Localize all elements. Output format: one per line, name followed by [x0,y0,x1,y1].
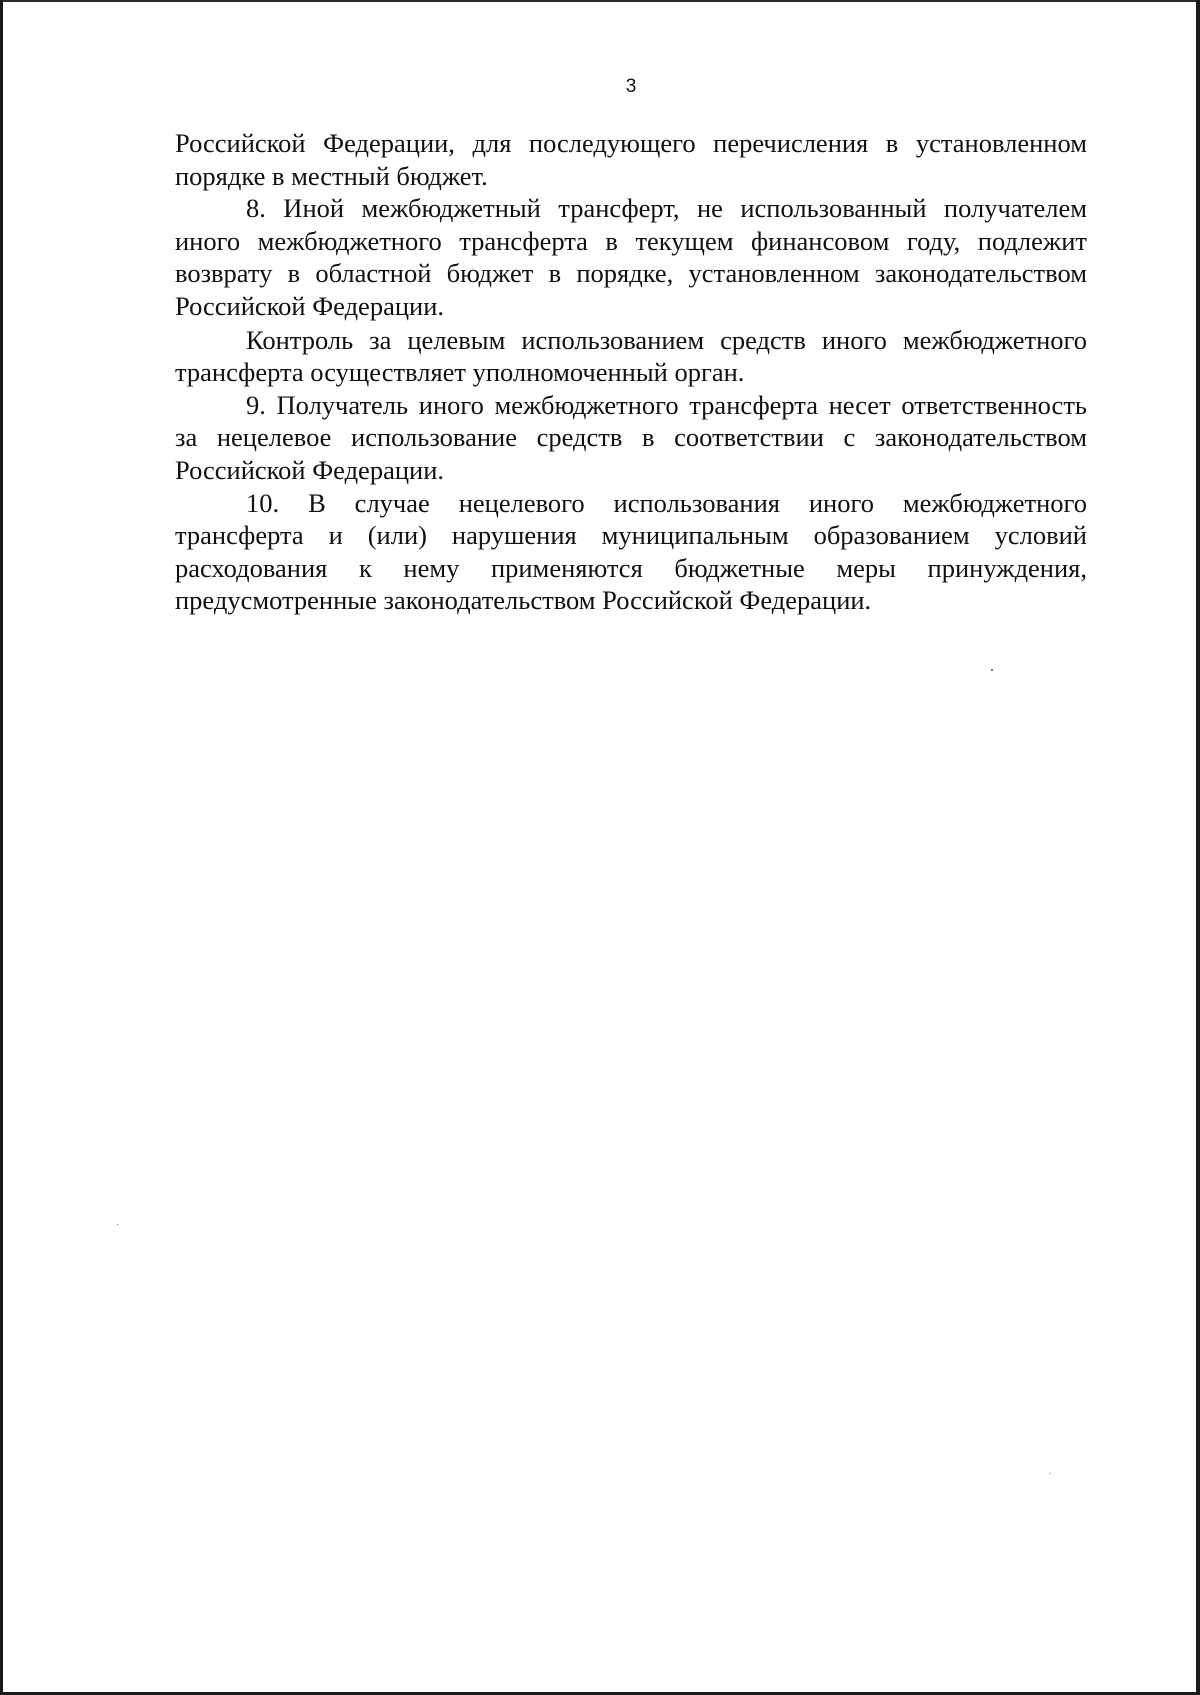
scan-speck [117,1224,118,1225]
paragraph-item-10: 10. В случае нецелевого использования иного межбюджетного трансферта и (или) нарушения муниципальным образованием условий расходования к нему применяются бюджетные меры принуждения, предусмотренные законодательством Российской Федерации. [175,487,1087,616]
scan-speck [1050,1473,1051,1474]
paragraph-item-9: 9. Получатель иного межбюджетного трансферта несет ответственность за нецелевое использование средств в соответствии с законодательством Российской Федерации. [175,389,1087,485]
paragraph-item-8: 8. Иной межбюджетный трансферт, не использованный получателем иного межбюджетного трансферта в текущем финансовом году, подлежит возврату в областной бюджет в порядке, установленном законодательством Российской Федерации. [175,193,1087,321]
scan-border-left [0,0,3,1695]
paragraph-control: Контроль за целевым использованием средств иного межбюджетного трансферта осуществляет уполномоченный орган. [175,324,1087,388]
scan-speck [991,669,993,671]
document-body [175,127,1087,617]
paragraph-continuation: Российской Федерации, для последующего перечисления в установленном порядке в местный бюджет. [175,128,1087,191]
scan-border-right [1196,0,1200,1695]
page-number: 3 [625,76,637,97]
scan-border-top [0,0,1200,2]
